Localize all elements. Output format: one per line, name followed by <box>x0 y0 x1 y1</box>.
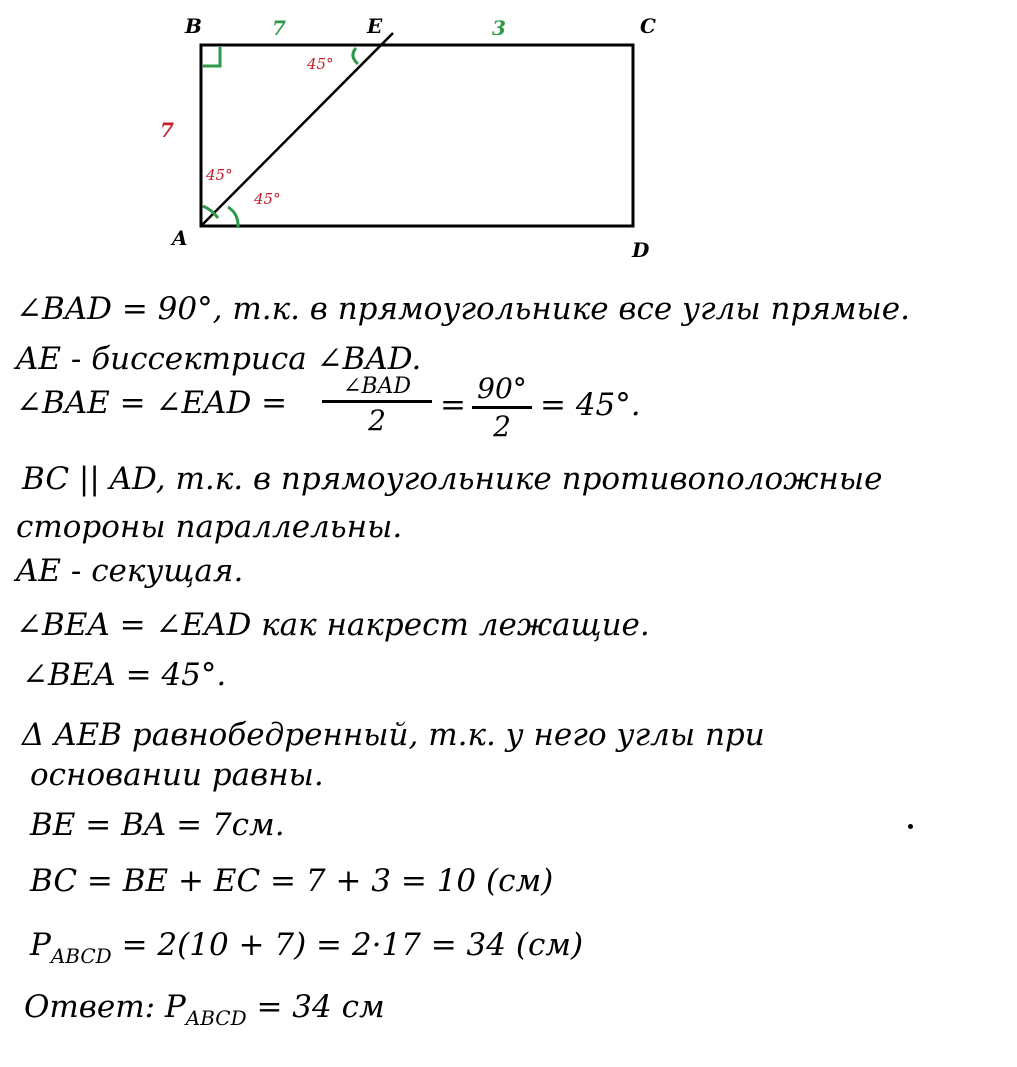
vertex-label-b: B <box>185 14 202 38</box>
line-alternate-angles: ∠BEA = ∠EAD как накрест лежащие. <box>16 607 650 643</box>
line-sides-parallel: стороны параллельны. <box>16 509 403 545</box>
fraction-bad-over-2 <box>322 374 432 437</box>
vertex-label-e: E <box>367 14 383 38</box>
angle-arc-e <box>353 48 358 64</box>
segment-ec-length: 3 <box>492 16 506 40</box>
fraction-denominator-2: 2 <box>493 410 511 443</box>
line-be-equals-ba: BE = BA = 7см. <box>30 807 285 843</box>
line-base-angles: основании равны. <box>30 757 324 793</box>
result-45: = 45°. <box>540 387 641 423</box>
line-answer <box>24 988 385 1037</box>
fraction-numerator-90: 90° <box>477 372 527 405</box>
angle-label-bae: 45° <box>206 166 233 184</box>
fraction-bar <box>322 400 432 403</box>
perimeter-expression: = 2(10 + 7) = 2·17 = 34 (см) <box>111 927 584 963</box>
rectangle-figure <box>0 0 1017 270</box>
stray-dot <box>908 824 913 829</box>
fraction-bar-2 <box>472 406 532 409</box>
line-ae-secant: AE - секущая. <box>16 553 244 589</box>
perimeter-symbol: P <box>30 927 51 963</box>
segment-be-length: 7 <box>272 16 286 40</box>
line-ae-bisector: AE - биссектриса ∠BAD. <box>16 341 422 377</box>
segment-ab-length: 7 <box>160 118 174 142</box>
right-angle-mark-b <box>203 47 220 66</box>
line-angle-bea: ∠BEA = 45°. <box>22 657 227 693</box>
angle-label-ead: 45° <box>254 190 281 208</box>
answer-subscript: ABCD <box>185 1006 247 1030</box>
vertex-label-a: A <box>172 226 188 250</box>
line-angle-equality: ∠BAE = ∠EAD = <box>16 385 288 421</box>
fraction-90-over-2 <box>472 372 532 443</box>
bisector-ae <box>201 33 393 226</box>
line-angle-bad: ∠BAD = 90°, т.к. в прямоугольнике все углы прямые. <box>16 291 911 327</box>
fraction-denominator: 2 <box>368 404 386 437</box>
line-perimeter <box>30 926 583 975</box>
line-bc-sum: BC = BE + EC = 7 + 3 = 10 (см) <box>30 863 554 899</box>
line-isosceles: Δ AEB равнобедренный, т.к. у него углы при <box>22 717 765 753</box>
answer-value: = 34 см <box>246 989 385 1025</box>
vertex-label-d: D <box>632 238 650 262</box>
fraction-numerator: ∠BAD <box>342 374 412 399</box>
vertex-label-c: C <box>640 14 656 38</box>
perimeter-subscript: ABCD <box>50 944 112 968</box>
answer-prefix: Ответ: <box>24 989 165 1025</box>
angle-label-e: 45° <box>307 55 334 73</box>
answer-symbol: P <box>164 989 186 1025</box>
line-bc-parallel-ad: BC || AD, т.к. в прямоугольнике противоположные <box>22 461 883 497</box>
equals-sign-1: = <box>440 387 466 423</box>
